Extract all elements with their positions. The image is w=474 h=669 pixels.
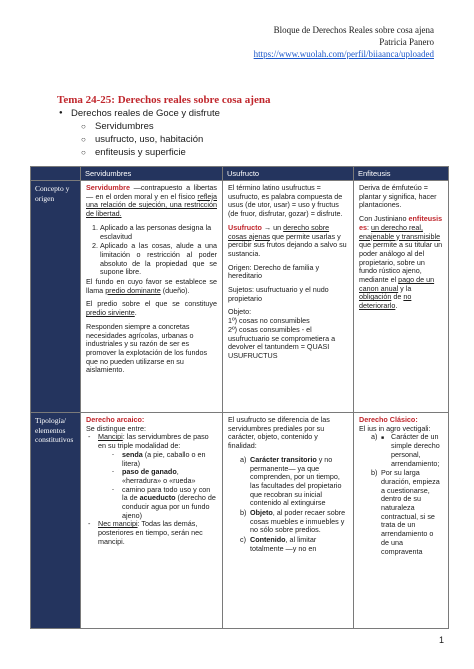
paragraph: El ius in agro vectigali:	[359, 423, 431, 433]
text: paso de ganado	[122, 467, 177, 477]
mancipi-list	[88, 433, 217, 546]
row-head-concepto: Concepto y origen	[31, 181, 81, 413]
text: Objeto	[250, 508, 273, 518]
paragraph: Origen: Derecho de familia y hereditario	[228, 262, 320, 281]
enfiteusis-list	[371, 433, 443, 556]
topic-title: Tema 24-25: Derechos reales sobre cosa ajena	[57, 94, 271, 106]
topic-bullet: ● Derechos reales de Goce y disfrute	[57, 107, 437, 120]
text: no deteriorarlo	[359, 292, 412, 311]
text: de	[391, 292, 404, 302]
paragraph: El término latino usufructus = usufructo, es palabra compuesta de usus (de utor, usar) = uso y fructus (de fruor, disfrutar, gozar) = disfrute.	[228, 183, 343, 219]
paragraph: Deriva de émfuteúo = plantar y significa, hacer plantaciones.	[359, 183, 437, 210]
cell-servidumbres-concepto	[81, 181, 223, 413]
list-item: ■ Carácter de un simple derecho personal, arrendamiento;	[381, 433, 443, 468]
table-row-concepto	[31, 181, 449, 413]
paragraph: 1º) cosas no consumibles	[228, 316, 310, 326]
text: → un	[261, 222, 284, 232]
list-item: 2. Aplicado a las cosas, alude a una limitación o restricción al poder absoluto de la propiedad que se supone libre.	[100, 242, 217, 277]
text: camino para todo uso y con la de	[122, 484, 211, 503]
section-title: Derecho arcaico:	[86, 415, 145, 424]
text: Nec mancipi	[98, 519, 138, 529]
list-item: b) Objeto, al poder recaer sobre cosas muebles e inmuebles y no sólo sobre predios.	[240, 508, 346, 535]
list-item: a) ■ Carácter de un simple derecho personal, arrendamiento;	[371, 433, 443, 468]
text: Con Justiniano	[359, 214, 409, 224]
sub-list	[112, 451, 217, 521]
list-item: a) Carácter transitorio y no permanente— ya que comprenden, por un tiempo, las facultades del propietario que recobran su inicial contenido al extinguirse	[240, 454, 342, 508]
text: : Todas las demás, posteriores en tiempo, serán nec mancipi.	[98, 519, 203, 546]
text: pago de un canon anual	[359, 275, 435, 293]
text: que permite a su titular un poder análogo al del propietario, sobre un fundo rústico ajeno, mediante el	[359, 240, 443, 285]
page-number: 1	[438, 635, 444, 645]
cell-enfiteusis-tipologia	[354, 413, 449, 629]
row-head-tipologia: Tipología/ elementos constitutivos	[31, 413, 81, 629]
text: que permite usarlas y percibir sus frutos dejando a salvo su sustancia.	[228, 231, 347, 258]
text: acueducto	[139, 493, 176, 503]
usufructo-list	[240, 456, 348, 554]
text: Carácter transitorio	[250, 454, 317, 464]
text: (dueño).	[160, 285, 190, 295]
text: .	[395, 301, 398, 311]
text: .	[134, 308, 137, 318]
text: un derecho real, enajenable y transmisible	[359, 222, 441, 241]
sub-list	[381, 433, 443, 468]
text: :	[367, 222, 371, 232]
topic-sub-item: ○ enfiteusis y superficie	[57, 146, 437, 159]
document-header	[254, 24, 434, 60]
term-servidumbre: Servidumbre	[86, 183, 130, 192]
term-enfiteusis: enfiteusis es	[359, 214, 443, 232]
servidumbre-list	[100, 224, 217, 277]
topic-sub-item: ○ usufructo, uso, habitación	[57, 133, 437, 146]
list-item	[112, 486, 217, 521]
text: Mancipi	[98, 432, 123, 442]
list-item: b) Por su larga duración, empieza a cuestionarse, dentro de su naturaleza contractual, si se trata de un arrendamiento o de una compraventa	[371, 468, 440, 556]
text: (derecho de conducir agua por un fundo ajeno)	[122, 493, 216, 520]
text: El fundo en cuyo favor se establece se llama	[86, 277, 217, 295]
paragraph: Sujetos: usufructuario y el nudo propietario	[228, 285, 329, 303]
cell-usufructo-tipologia	[223, 413, 354, 629]
text: , al limitar totalmente —y no en	[250, 535, 317, 553]
header-author: Patricia Panero	[379, 37, 434, 47]
header-usufructo: Usufructo	[223, 167, 354, 181]
text: y no permanente— ya que comprenden, por un tiempo, las facultades del propietario que recobran su inicial contenido al extinguirse	[250, 454, 342, 508]
term-usufructo: Usufructo	[228, 222, 262, 232]
paragraph: Se distingue entre:	[86, 423, 146, 433]
list-item	[112, 451, 217, 468]
paragraph: El usufructo se diferencia de las servidumbres prediales por su carácter, objeto, contenido y finalidad:	[228, 415, 330, 451]
table-row-tipologia	[31, 413, 449, 629]
list-item	[88, 520, 217, 546]
text: , al poder recaer sobre cosas muebles e inmuebles y no sólo sobre predios.	[250, 508, 346, 535]
list-item	[112, 468, 217, 485]
list-item	[88, 433, 217, 520]
topic-section	[57, 93, 437, 159]
list-item: 1. Aplicado a las personas designa la esclavitud	[100, 224, 217, 241]
text: : las servidumbres de paso en su triple modalidad de:	[98, 432, 209, 451]
text: senda	[122, 449, 143, 459]
header-bloque: Bloque de Derechos Reales sobre cosa ajena	[273, 25, 434, 35]
text: predio sirviente	[86, 308, 135, 318]
paragraph: 2º) cosas consumibles - el usufructuario se comprometiera a devolver el tantundem = QUASI USUFRUCTUS	[228, 324, 336, 360]
text: obligación	[359, 292, 392, 302]
header-link[interactable]: https://www.wuolah.com/perfil/biiaanca/uploaded	[253, 49, 434, 59]
section-title: Derecho Clásico:	[359, 415, 418, 424]
text: derecho sobre cosas ajenas	[228, 222, 330, 241]
text: —contrapuesto a libertas— en el orden moral y en el físico	[86, 183, 217, 201]
header-empty	[31, 167, 81, 181]
cell-enfiteusis-concepto	[354, 181, 449, 413]
list-item: c) Contenido, al limitar totalmente —y no en	[240, 535, 317, 553]
comparison-table	[30, 166, 449, 629]
text: Contenido	[250, 535, 286, 545]
cell-usufructo-concepto	[223, 181, 354, 413]
header-servidumbres: Servidumbres	[81, 167, 223, 181]
topic-sub-item: ○ Servidumbres	[57, 120, 437, 133]
text: y la	[398, 283, 412, 293]
topic-list	[57, 107, 437, 159]
text: El predio sobre el que se constituye	[86, 299, 217, 309]
text: predio dominante	[105, 285, 161, 295]
text: Por su larga duración, empieza a cuestionarse, dentro de su naturaleza contractual, si se trata de un arrendamiento o de una compraventa	[381, 468, 440, 556]
paragraph: Objeto:	[228, 307, 252, 317]
header-enfiteusis: Enfiteusis	[354, 167, 449, 181]
text: , «herradura» o «rueda»	[122, 467, 196, 485]
paragraph: Responden siempre a concretas necesidades agrícolas, urbanas o industriales y su razón de ser es promover la explotación de los fundos que no pueden utilizarse en su aislamiento.	[86, 321, 208, 375]
text: (a pie, caballo o en litera)	[122, 449, 206, 468]
cell-servidumbres-tipologia	[81, 413, 223, 629]
text: refleja una relación de sujeción, una restricción de libertad.	[86, 191, 217, 219]
table-header-row	[31, 167, 449, 181]
